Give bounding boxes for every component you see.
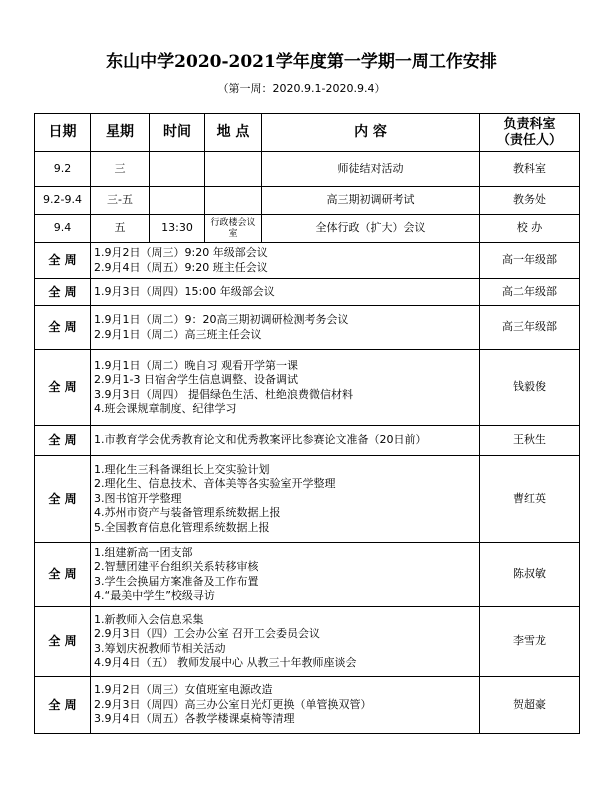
header-date: 日期: [35, 114, 91, 152]
week-items: [91, 350, 480, 426]
row-time: 13:30: [150, 215, 205, 243]
list-item: 3.筹划庆祝教师节相关活动: [94, 641, 226, 655]
week-responsible: 高二年级部: [480, 279, 580, 306]
header-time: 时间: [150, 114, 205, 152]
week-responsible: 贺超豪: [480, 677, 580, 734]
week-row: [35, 243, 580, 279]
row-responsible: 教科室: [480, 152, 580, 187]
week-label: 全 周: [35, 306, 91, 350]
list-item: 1.市教育学会优秀教育论文和优秀教案评比参赛论文准备（20日前）: [94, 433, 427, 447]
list-item: 4.“最美中学生”校级寻访: [94, 589, 215, 602]
list-item: 3.学生会换届方案准备及工作布置: [94, 574, 259, 588]
header-content: 内 容: [262, 114, 480, 152]
row-weekday: 三: [91, 152, 150, 187]
row-content: 高三期初调研考试: [262, 187, 480, 215]
header-responsible: [480, 114, 580, 152]
list-item: 2.理化生、信息技术、音体美等各实验室开学整理: [94, 477, 336, 491]
table-row: [35, 187, 580, 215]
list-item: 1.9月1日（周二）9：20高三期初调研检测考务会议: [94, 313, 349, 326]
header-responsible-line1: 负责科室: [503, 116, 556, 132]
week-responsible: 钱毅俊: [480, 350, 580, 426]
list-item: 3.图书馆开学整理: [94, 491, 182, 505]
week-row: [35, 543, 580, 607]
week-items: [91, 607, 480, 677]
week-responsible: 曹红英: [480, 456, 580, 543]
list-item: 1.理化生三科备课组长上交实验计划: [94, 462, 270, 476]
week-items: [91, 279, 480, 306]
list-item: 2.9月3日（周四）高三办公室日光灯更换（单管换双管）: [94, 697, 372, 711]
week-label: 全 周: [35, 350, 91, 426]
week-label: 全 周: [35, 426, 91, 456]
week-row: [35, 677, 580, 734]
week-row: [35, 279, 580, 306]
row-date: 9.2: [35, 152, 91, 187]
list-item: 4.苏州市资产与装备管理系统数据上报: [94, 506, 281, 520]
list-item: 4.班会课规章制度、纪律学习: [94, 402, 237, 415]
list-item: 2.9月4日（周五）9:20 班主任会议: [94, 260, 268, 274]
week-items: [91, 426, 480, 456]
table-row: [35, 152, 580, 187]
list-item: 1.新教师入会信息采集: [94, 612, 204, 626]
list-item: 4.9月4日（五） 教师发展中心 从教三十年教师座谈会: [94, 656, 357, 669]
week-row: [35, 456, 580, 543]
row-location: 行政楼会议室: [205, 215, 262, 243]
week-items: [91, 243, 480, 279]
row-content: 师徒结对活动: [262, 152, 480, 187]
list-item: 1.9月2日（周三）女值班室电源改造: [94, 683, 273, 697]
page-title: 东山中学2020-2021学年度第一学期一周工作安排: [106, 52, 497, 72]
list-item: 2.9月3日（四）工会办公室 召开工会委员会议: [94, 627, 320, 640]
week-responsible: 王秋生: [480, 426, 580, 456]
header-location: 地 点: [205, 114, 262, 152]
row-time: [150, 152, 205, 187]
row-location: [205, 187, 262, 215]
row-weekday: 五: [91, 215, 150, 243]
week-items: [91, 677, 480, 734]
header-weekday: 星期: [91, 114, 150, 152]
list-item: 1.9月3日（周四）15:00 年级部会议: [94, 284, 275, 298]
table-header-row: [35, 114, 580, 152]
row-location: [205, 152, 262, 187]
week-label: 全 周: [35, 677, 91, 734]
week-row: [35, 426, 580, 456]
week-label: 全 周: [35, 607, 91, 677]
row-date: 9.4: [35, 215, 91, 243]
week-row: [35, 350, 580, 426]
list-item: 2.智慧团建平台组织关系转移审核: [94, 560, 259, 573]
week-items: [91, 306, 480, 350]
list-item: 1.9月2日（周三）9:20 年级部会议: [94, 246, 268, 259]
header-responsible-line2: （责任人）: [496, 132, 562, 148]
week-label: 全 周: [35, 456, 91, 543]
week-label: 全 周: [35, 279, 91, 306]
week-row: [35, 306, 580, 350]
page-subtitle: （第一周：2020.9.1-2020.9.4）: [217, 82, 386, 95]
row-weekday: 三-五: [91, 187, 150, 215]
row-responsible: 校 办: [480, 215, 580, 243]
row-responsible: 教务处: [480, 187, 580, 215]
week-responsible: 陈叔敏: [480, 543, 580, 607]
week-items: [91, 456, 480, 543]
list-item: 2.9月1日（周二）高三班主任会议: [94, 327, 262, 341]
week-label: 全 周: [35, 543, 91, 607]
list-item: 2.9月1-3 日宿舍学生信息调整、设备调试: [94, 373, 298, 386]
week-items: [91, 543, 480, 607]
row-time: [150, 187, 205, 215]
week-responsible: 高一年级部: [480, 243, 580, 279]
week-row: [35, 607, 580, 677]
week-responsible: 李雪龙: [480, 607, 580, 677]
table-row: [35, 215, 580, 243]
row-content: 全体行政（扩大）会议: [262, 215, 480, 243]
row-date: 9.2-9.4: [35, 187, 91, 215]
list-item: 5.全国教育信息化管理系统数据上报: [94, 520, 270, 534]
list-item: 1.9月1日（周二）晚自习 观看开学第一课: [94, 358, 298, 372]
list-item: 3.9月3日（周四） 提倡绿色生活、杜绝浪费微信材料: [94, 387, 353, 401]
list-item: 1.组建新高一团支部: [94, 545, 193, 559]
list-item: 3.9月4日（周五）各教学楼课桌椅等清理: [94, 712, 295, 726]
schedule-table: [34, 113, 580, 734]
week-label: 全 周: [35, 243, 91, 279]
week-responsible: 高三年级部: [480, 306, 580, 350]
